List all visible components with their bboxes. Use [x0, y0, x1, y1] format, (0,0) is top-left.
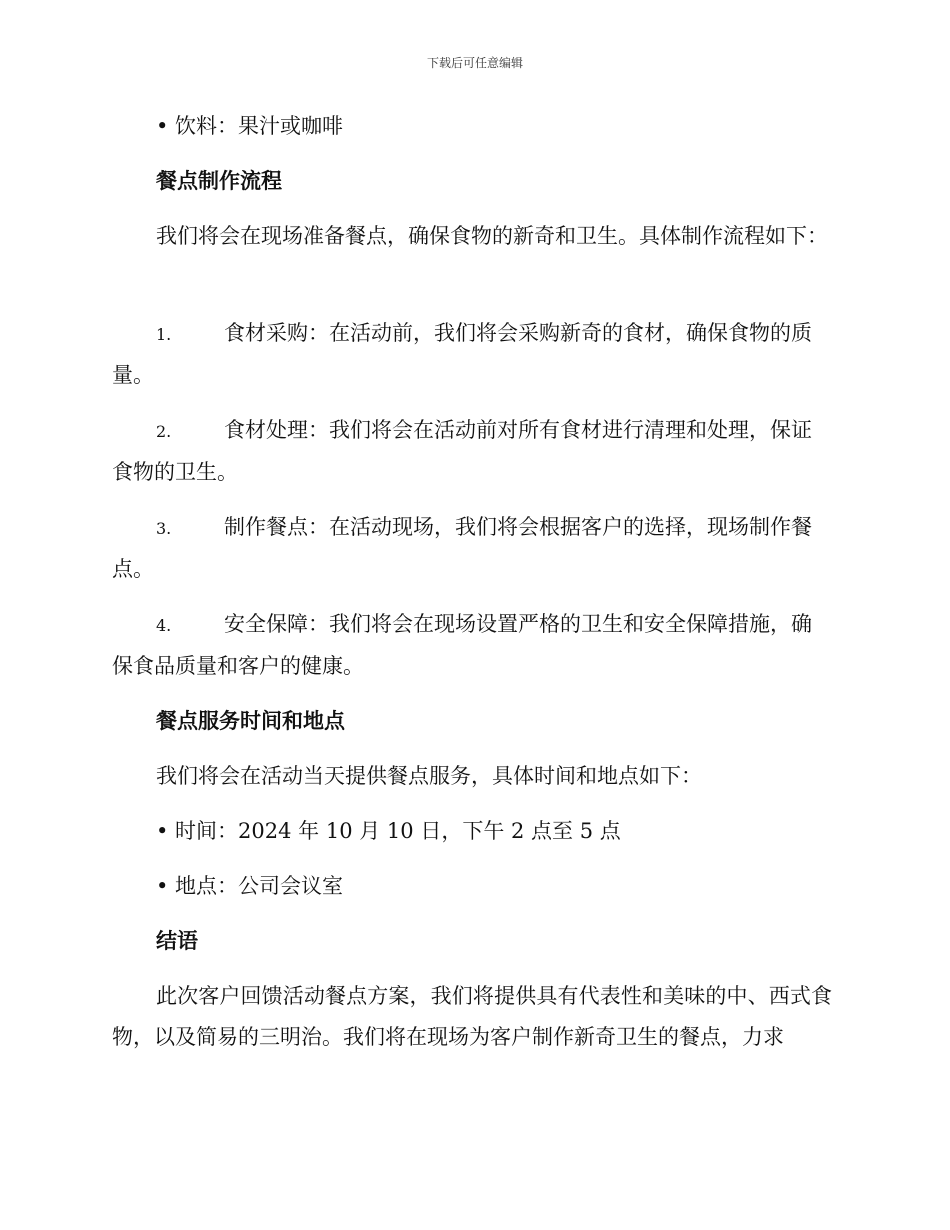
- step-number: 3.: [156, 519, 172, 538]
- step-text: 制作餐点：在活动现场，我们将会根据客户的选择，现场制作餐点。: [112, 515, 812, 581]
- step-text: 安全保障：我们将会在现场设置严格的卫生和安全保障措施，确保食品质量和客户的健康。: [112, 612, 812, 678]
- step-text: 食材处理：我们将会在活动前对所有食材进行清理和处理，保证食物的卫生。: [112, 418, 812, 484]
- step-number: 2.: [156, 422, 172, 441]
- step-number: 1.: [156, 325, 172, 344]
- process-step-1: [112, 313, 832, 396]
- step-text: 食材采购：在活动前，我们将会采购新奇的食材，确保食物的质量。: [112, 321, 812, 387]
- heading-conclusion: 结语: [156, 929, 198, 953]
- service-place: • 地点：公司会议室: [156, 874, 344, 898]
- process-step-2: [112, 410, 832, 493]
- heading-service: 餐点服务时间和地点: [156, 709, 345, 733]
- process-step-3: [112, 507, 832, 590]
- step-number: 4.: [156, 616, 172, 635]
- service-intro: 我们将会在活动当天提供餐点服务，具体时间和地点如下：: [156, 764, 702, 788]
- conclusion-text: 此次客户回馈活动餐点方案，我们将提供具有代表性和美味的中、西式食物，以及简易的三明治。我们将在现场为客户制作新奇卫生的餐点，力求: [112, 984, 832, 1049]
- process-step-4: [112, 604, 832, 687]
- bullet-drink: • 饮料：果汁或咖啡: [156, 114, 344, 138]
- heading-process: 餐点制作流程: [156, 169, 282, 193]
- service-time: • 时间：2024 年 10 月 10 日，下午 2 点至 5 点: [156, 819, 621, 843]
- page-header: 下载后可任意编辑: [426, 56, 523, 70]
- process-intro: 我们将会在现场准备餐点，确保食物的新奇和卫生。具体制作流程如下：: [156, 224, 828, 248]
